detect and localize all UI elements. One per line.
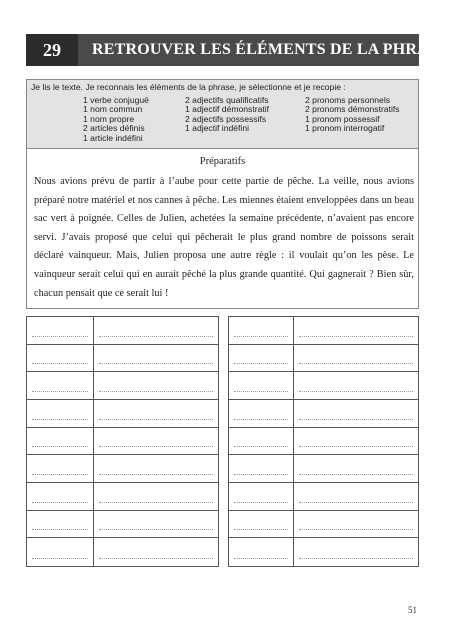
answer-cell[interactable]	[229, 455, 294, 482]
table-row	[27, 455, 218, 483]
instruction-text: Je lis le texte. Je reconnais les éléments de la phrase, je sélectionne et je recopie :	[31, 82, 346, 92]
answer-cell[interactable]	[27, 538, 94, 566]
table-row	[229, 400, 418, 428]
answer-cell[interactable]	[229, 372, 294, 399]
item: 1 pronom interrogatif	[305, 123, 385, 134]
answer-cell[interactable]	[294, 483, 418, 510]
answer-cell[interactable]	[94, 372, 218, 399]
exercise-title: RETROUVER LES ÉLÉMENTS DE LA PHRASE	[92, 41, 449, 58]
item: 1 verbe conjugué	[83, 95, 149, 105]
answer-cell[interactable]	[94, 511, 218, 538]
item: 2 adjectifs possessifs	[185, 113, 267, 124]
items-column-2	[185, 96, 269, 134]
item: 2 articles définis	[83, 123, 145, 134]
items-column-3	[305, 96, 400, 134]
answer-cell[interactable]	[94, 483, 218, 510]
answer-cell[interactable]	[229, 400, 294, 427]
item: 1 article indéfini	[83, 132, 143, 143]
answer-cell[interactable]	[229, 483, 294, 510]
answer-cell[interactable]	[27, 317, 94, 344]
table-row	[229, 317, 418, 345]
answer-cell[interactable]	[27, 372, 94, 399]
answer-cell[interactable]	[27, 511, 94, 538]
answer-cell[interactable]	[229, 511, 294, 538]
page-number: 51	[408, 605, 417, 615]
answer-cell[interactable]	[94, 455, 218, 482]
table-row	[229, 511, 418, 539]
answer-cell[interactable]	[229, 538, 294, 566]
answer-table-right	[228, 316, 419, 567]
table-row	[27, 511, 218, 539]
answer-cell[interactable]	[294, 372, 418, 399]
answer-cell[interactable]	[294, 345, 418, 372]
table-row	[229, 428, 418, 456]
answer-cell[interactable]	[27, 455, 94, 482]
answer-cell[interactable]	[294, 538, 418, 566]
answer-cell[interactable]	[94, 428, 218, 455]
reading-text-box	[26, 148, 419, 309]
item: 2 pronoms démonstratifs	[305, 104, 400, 115]
answer-cell[interactable]	[294, 317, 418, 344]
item: 1 pronom possessif	[305, 113, 380, 124]
table-row	[229, 372, 418, 400]
table-row	[229, 538, 418, 566]
table-row	[27, 483, 218, 511]
table-row	[229, 345, 418, 373]
answer-cell[interactable]	[27, 345, 94, 372]
table-row	[27, 428, 218, 456]
answer-cell[interactable]	[94, 538, 218, 566]
answer-cell[interactable]	[27, 400, 94, 427]
answer-cell[interactable]	[229, 317, 294, 344]
items-column-1	[83, 96, 149, 143]
text-title: Préparatifs	[199, 156, 246, 167]
table-row	[27, 372, 218, 400]
answer-cell[interactable]	[294, 400, 418, 427]
exercise-number-box	[26, 34, 78, 66]
table-row	[27, 345, 218, 373]
table-row	[27, 400, 218, 428]
item: 2 adjectifs qualificatifs	[185, 95, 269, 105]
item: 1 nom propre	[83, 113, 135, 124]
answer-table-left	[26, 316, 219, 567]
table-row	[27, 317, 218, 345]
table-row	[229, 455, 418, 483]
item: 1 adjectif démonstratif	[185, 104, 270, 115]
answer-cell[interactable]	[294, 455, 418, 482]
answer-cell[interactable]	[294, 428, 418, 455]
table-row	[229, 483, 418, 511]
answer-cell[interactable]	[27, 483, 94, 510]
answer-cell[interactable]	[229, 345, 294, 372]
answer-cell[interactable]	[94, 345, 218, 372]
table-row	[27, 538, 218, 566]
answer-cell[interactable]	[94, 317, 218, 344]
item: 1 adjectif indéfini	[185, 123, 250, 134]
answer-cell[interactable]	[94, 400, 218, 427]
exercise-header	[26, 34, 449, 66]
exercise-number: 29	[43, 40, 61, 60]
answer-cell[interactable]	[27, 428, 94, 455]
answer-cell[interactable]	[229, 428, 294, 455]
text-paragraph: Nous avions prévu de partir à l’aube pour cette partie de pêche. La veille, nous avions préparé notre matériel et nos cannes à pêche. Les miennes étaient enveloppées dans un beau sac vert à poignée. Celles de Julien, achetées la semaine précédente, n’avaient pas encore servi. J’avais proposé que celui qui pêcherait le plus grand nombre de poissons serait déclaré vainqueur. Mais, Julien proposa une autre règle : il voulait qu’on les pèse. Le vainqueur serait celui qui en aurait pêché la plus grande quantité. Qui gagnerait ? Bien sûr, chacun pensait que ce serait lui !	[34, 176, 414, 299]
item: 2 pronoms personnels	[305, 95, 391, 105]
instruction-box	[26, 79, 419, 149]
item: 1 nom commun	[83, 104, 143, 115]
answer-cell[interactable]	[294, 511, 418, 538]
